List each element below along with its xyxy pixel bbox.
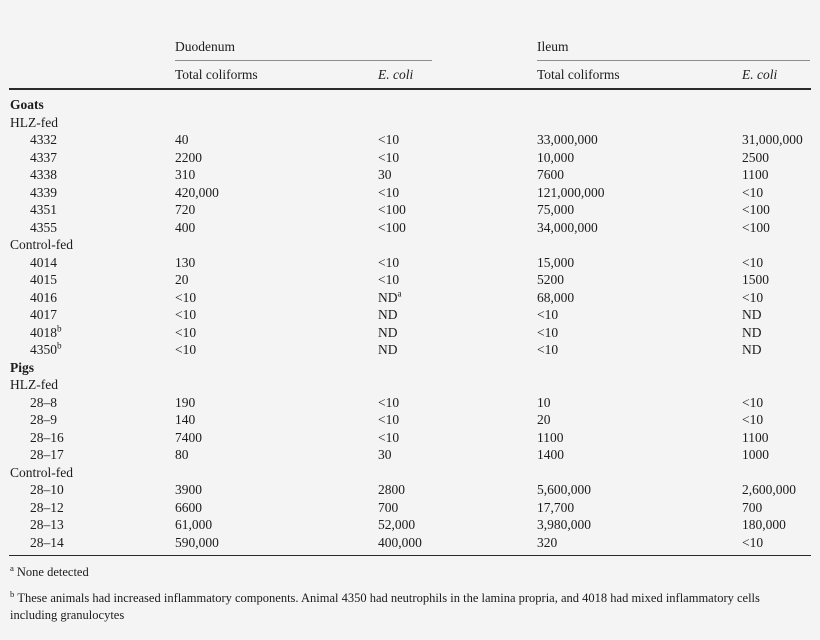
table-row bbox=[0, 324, 820, 342]
footnote-text: These animals had increased inflammatory components. Animal 4350 had neutrophils in the lamina propria, and 4018 had mixed inflammatory cells including granulocytes bbox=[10, 591, 760, 622]
table-row bbox=[0, 446, 820, 464]
cell-animal-id: 4014 bbox=[30, 254, 57, 270]
table-row bbox=[0, 131, 820, 149]
cell-ileum-total-coliforms: 33,000,000 bbox=[537, 132, 598, 147]
cell-duodenum-total-coliforms: 40 bbox=[175, 132, 189, 147]
cell-animal-id: 4350$^b$ bbox=[30, 340, 62, 357]
table-row bbox=[0, 411, 820, 429]
cell-animal-id: 4017 bbox=[30, 307, 57, 322]
table-row bbox=[0, 429, 820, 447]
cell-animal-id: 4015 bbox=[30, 272, 57, 287]
cell-ileum-e-coli: 1500 bbox=[742, 272, 769, 287]
cell-duodenum-e-coli: 52,000 bbox=[378, 517, 416, 532]
cell-duodenum-e-coli: 30 bbox=[378, 167, 392, 182]
cell-ileum-total-coliforms: 75,000 bbox=[537, 202, 575, 217]
cell-duodenum-total-coliforms: 61,000 bbox=[175, 517, 213, 532]
cell-ileum-total-coliforms: 121,000,000 bbox=[537, 184, 605, 200]
cell-ileum-e-coli: <10 bbox=[742, 289, 764, 305]
cell-ileum-e-coli: <100 bbox=[742, 202, 770, 217]
cell-ileum-e-coli: 1100 bbox=[742, 167, 769, 182]
subheader-ileum-total-coliforms: Total coliforms bbox=[537, 67, 620, 82]
cell-animal-id: 4018$^b$ bbox=[30, 323, 62, 340]
subsection-title: HLZ-fed bbox=[10, 377, 58, 392]
cell-ileum-e-coli: <10 bbox=[742, 412, 764, 427]
subsection-header bbox=[0, 376, 820, 394]
table-row bbox=[0, 289, 820, 307]
table-row bbox=[0, 534, 820, 552]
cell-animal-id: 4338 bbox=[30, 167, 57, 182]
cell-animal-id: 28–13 bbox=[30, 517, 64, 532]
section-header bbox=[0, 96, 820, 114]
subheader-duodenum-e-coli: E. coli bbox=[378, 67, 414, 82]
cell-duodenum-total-coliforms: <10 bbox=[175, 342, 197, 357]
footnote-marker: b bbox=[10, 588, 15, 599]
subsection-title: Control-fed bbox=[10, 237, 73, 252]
cell-ileum-total-coliforms: 34,000,000 bbox=[537, 219, 598, 235]
section-title: Goats bbox=[10, 97, 44, 112]
cell-duodenum-total-coliforms: 310 bbox=[175, 167, 196, 182]
cell-ileum-total-coliforms: 7600 bbox=[537, 167, 564, 182]
cell-ileum-e-coli: 2,600,000 bbox=[742, 482, 796, 497]
section-header bbox=[0, 359, 820, 377]
footnote-marker: a bbox=[10, 562, 14, 573]
cell-duodenum-e-coli: <10 bbox=[378, 412, 400, 427]
cell-animal-id: 28–17 bbox=[30, 447, 64, 462]
cell-ileum-total-coliforms: 10,000 bbox=[537, 149, 575, 165]
cell-animal-id: 28–8 bbox=[30, 394, 57, 410]
cell-duodenum-e-coli: 700 bbox=[378, 499, 399, 515]
cell-duodenum-e-coli: 2800 bbox=[378, 482, 405, 497]
subsection-header bbox=[0, 114, 820, 132]
table-row bbox=[0, 341, 820, 359]
cell-ileum-e-coli: ND bbox=[742, 342, 762, 357]
cell-ileum-e-coli: 180,000 bbox=[742, 517, 786, 532]
cell-animal-id: 28–12 bbox=[30, 499, 64, 515]
cell-ileum-e-coli: ND bbox=[742, 324, 762, 340]
cell-duodenum-total-coliforms: 3900 bbox=[175, 482, 202, 497]
cell-animal-id: 28–16 bbox=[30, 429, 64, 445]
cell-ileum-e-coli: 1000 bbox=[742, 447, 769, 462]
cell-ileum-e-coli: <10 bbox=[742, 534, 764, 550]
cell-ileum-e-coli: ND bbox=[742, 307, 762, 322]
cell-duodenum-e-coli: <100 bbox=[378, 219, 406, 235]
cell-ileum-total-coliforms: 20 bbox=[537, 412, 551, 427]
cell-duodenum-e-coli: <10 bbox=[378, 184, 400, 200]
table-row bbox=[0, 254, 820, 272]
cell-animal-id: 4351 bbox=[30, 202, 57, 217]
ileum-group-rule bbox=[537, 60, 810, 61]
table-bottom-rule bbox=[9, 555, 811, 556]
subheader-ileum-e-coli: E. coli bbox=[742, 67, 778, 82]
cell-duodenum-total-coliforms: 130 bbox=[175, 254, 196, 270]
cell-ileum-e-coli: <10 bbox=[742, 254, 764, 270]
cell-animal-id: 4332 bbox=[30, 132, 57, 147]
cell-ileum-e-coli: 1100 bbox=[742, 429, 769, 445]
subsection-header bbox=[0, 464, 820, 482]
cell-animal-id: 28–9 bbox=[30, 412, 57, 427]
table-row bbox=[0, 166, 820, 184]
subsection-title: HLZ-fed bbox=[10, 114, 58, 130]
table-row bbox=[0, 184, 820, 202]
cell-duodenum-e-coli: <10 bbox=[378, 254, 400, 270]
cell-duodenum-e-coli: <10 bbox=[378, 149, 400, 165]
cell-ileum-total-coliforms: 1100 bbox=[537, 429, 564, 445]
cell-ileum-total-coliforms: <10 bbox=[537, 342, 559, 357]
cell-animal-id: 28–10 bbox=[30, 482, 64, 497]
cell-duodenum-e-coli: 30 bbox=[378, 447, 392, 462]
cell-duodenum-total-coliforms: 420,000 bbox=[175, 184, 219, 200]
table-row bbox=[0, 219, 820, 237]
cell-ileum-e-coli: 2500 bbox=[742, 149, 769, 165]
cell-ileum-total-coliforms: 5200 bbox=[537, 272, 564, 287]
table-row bbox=[0, 201, 820, 219]
cell-animal-id: 4016 bbox=[30, 289, 57, 305]
table-row bbox=[0, 149, 820, 167]
cell-ileum-e-coli: <10 bbox=[742, 394, 764, 410]
cell-duodenum-total-coliforms: 400 bbox=[175, 219, 196, 235]
table-row bbox=[0, 499, 820, 517]
cell-ileum-total-coliforms: <10 bbox=[537, 307, 559, 322]
cell-ileum-e-coli: <100 bbox=[742, 219, 770, 235]
cell-animal-id: 4337 bbox=[30, 149, 57, 165]
cell-duodenum-total-coliforms: 80 bbox=[175, 447, 189, 462]
subsection-header bbox=[0, 236, 820, 254]
header-rule bbox=[9, 88, 811, 90]
cell-animal-id: 4355 bbox=[30, 219, 57, 235]
cell-duodenum-e-coli: ND bbox=[378, 342, 398, 357]
cell-ileum-total-coliforms: <10 bbox=[537, 324, 559, 340]
cell-duodenum-total-coliforms: 720 bbox=[175, 202, 196, 217]
cell-duodenum-total-coliforms: 7400 bbox=[175, 429, 202, 445]
cell-duodenum-total-coliforms: 190 bbox=[175, 394, 196, 410]
cell-duodenum-total-coliforms: 20 bbox=[175, 272, 189, 287]
cell-duodenum-e-coli: ND bbox=[378, 324, 398, 340]
cell-duodenum-e-coli: <10 bbox=[378, 429, 400, 445]
footnote-marker: b bbox=[57, 340, 62, 351]
cell-ileum-total-coliforms: 15,000 bbox=[537, 254, 575, 270]
cell-animal-id: 28–14 bbox=[30, 534, 64, 550]
cell-duodenum-e-coli: <10 bbox=[378, 272, 400, 287]
cell-duodenum-total-coliforms: <10 bbox=[175, 307, 197, 322]
footnote-marker: b bbox=[57, 323, 62, 333]
cell-ileum-e-coli: 700 bbox=[742, 499, 763, 515]
cell-duodenum-e-coli: <10 bbox=[378, 132, 400, 147]
column-group-ileum: Ileum bbox=[537, 39, 569, 54]
cell-duodenum-total-coliforms: 140 bbox=[175, 412, 196, 427]
cell-duodenum-e-coli: ND bbox=[378, 307, 398, 322]
table-row bbox=[0, 481, 820, 499]
cell-ileum-e-coli: 31,000,000 bbox=[742, 132, 803, 147]
cell-duodenum-e-coli: <100 bbox=[378, 202, 406, 217]
cell-ileum-total-coliforms: 1400 bbox=[537, 447, 564, 462]
footnote bbox=[10, 564, 810, 581]
table-row bbox=[0, 516, 820, 534]
cell-ileum-total-coliforms: 5,600,000 bbox=[537, 482, 591, 497]
cell-animal-id: 4339 bbox=[30, 184, 57, 200]
cell-duodenum-total-coliforms: <10 bbox=[175, 289, 197, 305]
cell-duodenum-total-coliforms: <10 bbox=[175, 324, 197, 340]
cell-duodenum-e-coli: 400,000 bbox=[378, 534, 422, 550]
cell-ileum-total-coliforms: 10 bbox=[537, 394, 551, 410]
table-row bbox=[0, 271, 820, 289]
cell-ileum-total-coliforms: 3,980,000 bbox=[537, 517, 591, 532]
duodenum-group-rule bbox=[175, 60, 432, 61]
subsection-title: Control-fed bbox=[10, 464, 73, 480]
footnote-text: None detected bbox=[16, 565, 89, 579]
cell-duodenum-total-coliforms: 2200 bbox=[175, 149, 202, 165]
cell-ileum-total-coliforms: 17,700 bbox=[537, 499, 575, 515]
cell-duodenum-total-coliforms: 590,000 bbox=[175, 534, 219, 550]
table-row bbox=[0, 394, 820, 412]
column-group-duodenum: Duodenum bbox=[175, 39, 235, 54]
section-title: Pigs bbox=[10, 359, 35, 375]
cell-duodenum-e-coli: <10 bbox=[378, 394, 400, 410]
table-row bbox=[0, 306, 820, 324]
footnote bbox=[10, 590, 810, 623]
cell-ileum-total-coliforms: 68,000 bbox=[537, 289, 575, 305]
cell-duodenum-e-coli: $ND^a$ bbox=[378, 288, 402, 305]
cell-duodenum-total-coliforms: 6600 bbox=[175, 499, 202, 515]
subheader-duodenum-total-coliforms: Total coliforms bbox=[175, 67, 258, 82]
cell-ileum-e-coli: <10 bbox=[742, 184, 764, 200]
footnote-marker: a bbox=[397, 288, 402, 298]
cell-ileum-total-coliforms: 320 bbox=[537, 534, 558, 550]
